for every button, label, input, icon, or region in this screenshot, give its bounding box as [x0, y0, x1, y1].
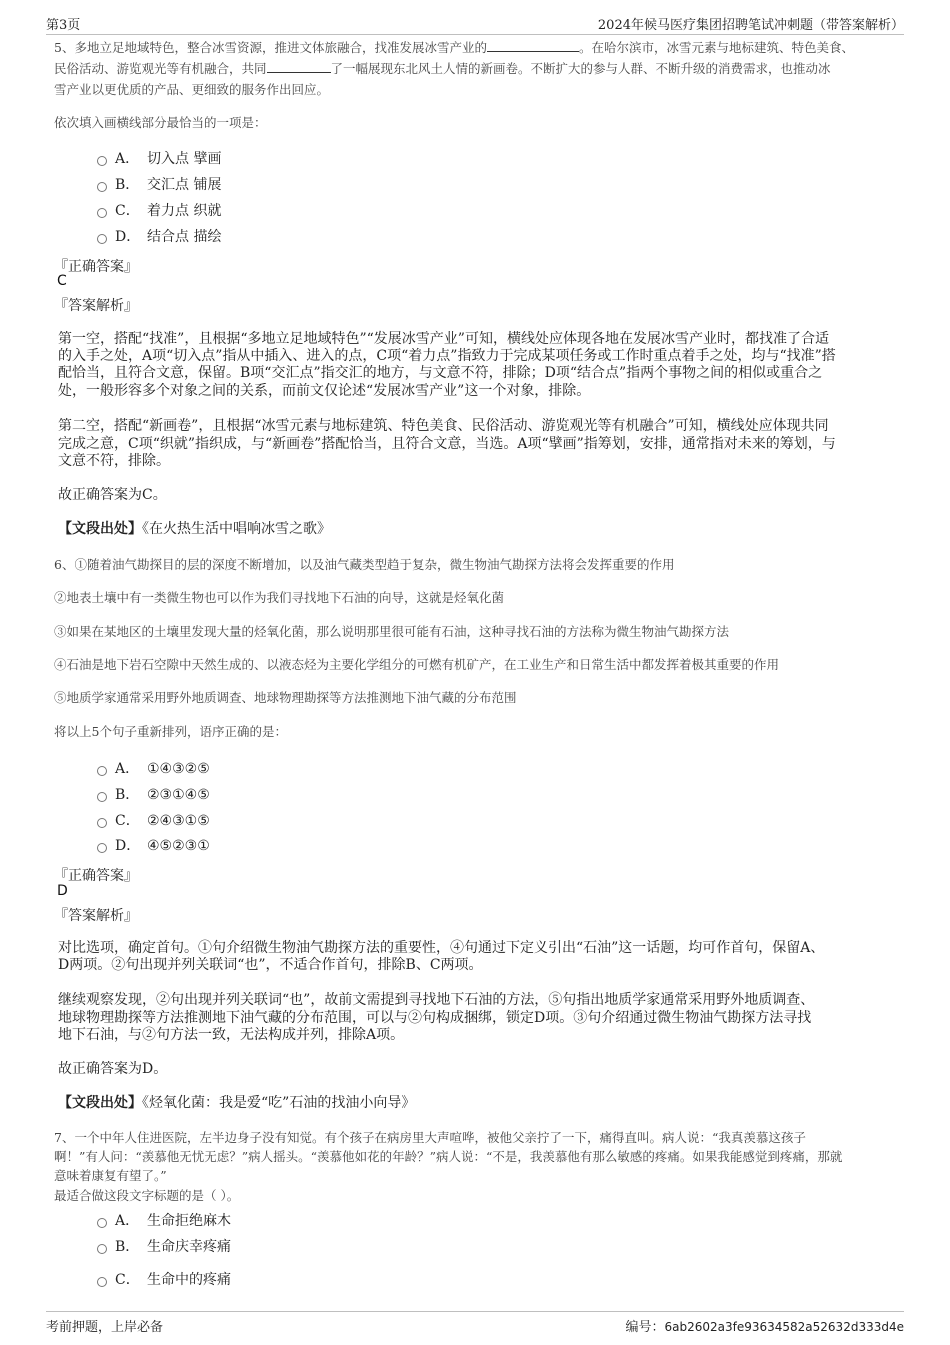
q6-analysis-label: 『答案解析』: [54, 908, 138, 924]
q5-analysis-line: 第二空，搭配“新画卷”，且根据“冰雪元素与地标建筑、特色美食、民俗活动、游览观光等有机融合”可知，横线处应体现共同: [58, 418, 829, 434]
radio-icon[interactable]: [97, 182, 107, 192]
q7-stem-line: 7、一个中年人住进医院，左半边身子没有知觉。有个孩子在病房里大声喧哗，被他父亲拧了一下，痛得直叫。病人说：“我真羡慕这孩子: [54, 1130, 806, 1145]
footer-slogan: 考前押题，上岸必备: [46, 1320, 164, 1335]
q6-option-b[interactable]: [97, 785, 210, 805]
radio-icon[interactable]: [97, 843, 107, 853]
q6-option-c[interactable]: [97, 811, 210, 831]
fill-blank-2: [267, 60, 331, 73]
page-footer: [46, 1311, 904, 1336]
q6-prompt: 将以上5个句子重新排列，语序正确的是：: [54, 724, 287, 739]
source-label: 【文段出处】: [58, 521, 142, 537]
q5-answer: C: [57, 273, 67, 289]
q5-analysis-line: 第一空，搭配“找准”，且根据“多地立足地域特色”“发展冰雪产业”可知，横线处应体现各地在发展冰雪产业时，都找准了合适: [58, 331, 829, 347]
q5-analysis-line: 处，一般形容多个对象之间的关系，而前文仅论述“发展冰雪产业”这一个对象，排除。: [58, 383, 591, 399]
q5-stem-line3: 雪产业以更优质的产品、更细致的服务作出回应。: [54, 82, 330, 97]
q5-source: [58, 521, 898, 539]
q5-prompt: 依次填入画横线部分最恰当的一项是：: [54, 115, 267, 130]
q7-option-c[interactable]: [97, 1270, 231, 1290]
option-text: 切入点 擘画: [147, 151, 222, 167]
page-number: 第3页: [46, 18, 81, 33]
q6-sentence: ④石油是地下岩石空隙中天然生成的、以液态烃为主要化学组分的可燃有机矿产，在工业生产和日常生活中都发挥着极其重要的作用: [54, 657, 780, 672]
q5-option-d[interactable]: [97, 227, 221, 247]
document-code: [625, 1316, 904, 1335]
option-letter: A．: [115, 151, 140, 167]
q6-analysis-line: 对比选项，确定首句。①句介绍微生物油气勘探方法的重要性，④句通过下定义引出“石油”这一话题，均可作首句，保留A、: [58, 940, 825, 956]
document-title: 2024年候马医疗集团招聘笔试冲刺题（带答案解析）: [597, 18, 904, 33]
q6-sentence: ②地表土壤中有一类微生物也可以作为我们寻找地下石油的向导，这就是烃氧化菌: [54, 590, 505, 605]
q5-text: 了一幅展现东北风土人情的新画卷。不断扩大的参与人群、不断升级的消费需求，也推动冰: [330, 61, 831, 76]
q5-analysis-line: 文意不符，排除。: [58, 453, 170, 469]
radio-icon[interactable]: [97, 1277, 107, 1287]
radio-icon[interactable]: [97, 792, 107, 802]
source-label: 【文段出处】: [58, 1095, 142, 1111]
q5-text: 民俗活动、游览观光等有机融合，共同: [54, 61, 267, 76]
q5-stem-line2: [54, 59, 831, 80]
radio-icon[interactable]: [97, 208, 107, 218]
q6-analysis-line: 地下石油，与②句方法一致，无法构成并列，排除A项。: [58, 1027, 405, 1043]
q6-correct-label: 『正确答案』: [54, 868, 138, 884]
option-text: 着力点 织就: [147, 203, 222, 219]
q5-conclusion: 故正确答案为C。: [58, 487, 167, 503]
option-text: ②③①④⑤: [147, 787, 210, 803]
option-text: 交汇点 铺展: [147, 177, 222, 193]
q6-sentence: ③如果在某地区的土壤里发现大量的烃氧化菌，那么说明那里很可能有石油，这种寻找石油的方法称为微生物油气勘探方法: [54, 624, 730, 639]
option-text: 结合点 描绘: [147, 229, 222, 245]
source-title: 《烃氧化菌：我是爱“吃”石油的找油小向导》: [142, 1095, 416, 1111]
q6-analysis-line: D两项。②句出现并列关联词“也”，不适合作首句，排除B、C两项。: [58, 957, 483, 973]
radio-icon[interactable]: [97, 234, 107, 244]
q7-option-b[interactable]: [97, 1237, 231, 1257]
q5-analysis-line: 完成之意，C项“织就”指织成，与“新画卷”搭配恰当，且符合文意，当选。A项“擘画”指筹划，安排，通常指对未来的筹划，与: [58, 436, 836, 452]
fill-blank-1: [487, 39, 579, 52]
page-header: [46, 12, 904, 35]
radio-icon[interactable]: [97, 156, 107, 166]
source-title: 《在火热生活中唱响冰雪之歌》: [142, 521, 331, 537]
radio-icon[interactable]: [97, 1244, 107, 1254]
q5-option-b[interactable]: [97, 175, 221, 195]
code-label: 编号：: [625, 1320, 665, 1335]
option-letter: A．: [115, 1213, 140, 1229]
q6-sentence: 6、①随着油气勘探目的层的深度不断增加，以及油气藏类型趋于复杂，微生物油气勘探方法将会发挥重要的作用: [54, 557, 675, 572]
q6-option-a[interactable]: [97, 759, 210, 779]
q7-stem-line: 意味着康复有望了。”: [54, 1168, 167, 1183]
radio-icon[interactable]: [97, 766, 107, 776]
option-letter: C．: [115, 813, 140, 829]
q5-analysis-line: 配恰当，且符合文意，保留。B项“交汇点”指交汇的地方，与文意不符，排除；D项“结合点”指两个事物之间的相似或重合之: [58, 365, 823, 381]
q6-sentence: ⑤地质学家通常采用野外地质调查、地球物理勘探等方法推测地下油气藏的分布范围: [54, 690, 517, 705]
option-text: ①④③②⑤: [147, 761, 210, 777]
option-letter: B．: [115, 787, 140, 803]
q7-option-a[interactable]: [97, 1211, 231, 1231]
option-text: ④⑤②③①: [147, 838, 210, 854]
q5-option-a[interactable]: [97, 149, 221, 169]
q5-stem-line1: [54, 38, 854, 59]
q6-conclusion: 故正确答案为D。: [58, 1061, 168, 1077]
option-letter: D．: [115, 229, 141, 245]
q5-correct-label: 『正确答案』: [54, 259, 138, 275]
q5-analysis-label: 『答案解析』: [54, 298, 138, 314]
q5-text: 5、多地立足地域特色，整合冰雪资源，推进文体旅融合，找准发展冰雪产业的: [54, 40, 487, 55]
q5-text: 。在哈尔滨市，冰雪元素与地标建筑、特色美食、: [578, 40, 854, 55]
option-text: 生命庆幸疼痛: [147, 1239, 231, 1255]
option-letter: A．: [115, 761, 140, 777]
code-value: 6ab2602a3fe93634582a52632d333d4e: [664, 1320, 904, 1334]
radio-icon[interactable]: [97, 1218, 107, 1228]
q6-answer: D: [57, 883, 68, 899]
option-letter: C．: [115, 203, 140, 219]
option-text: 生命中的疼痛: [147, 1272, 231, 1288]
q6-source: [58, 1095, 898, 1113]
option-text: ②④③①⑤: [147, 813, 210, 829]
option-letter: D．: [115, 838, 141, 854]
q5-analysis-line: 的入手之处，A项“切入点”指从中插入、进入的点，C项“着力点”指致力于完成某项任务或工作时重点着手之处，均与“找准”搭: [58, 348, 836, 364]
q6-analysis-line: 地球物理勘探等方法推测地下油气藏的分布范围，可以与②句构成捆绑，锁定D项。③句介绍通过微生物油气勘探方法寻找: [58, 1010, 812, 1026]
radio-icon[interactable]: [97, 818, 107, 828]
q6-option-d[interactable]: [97, 836, 210, 856]
option-text: 生命拒绝麻木: [147, 1213, 231, 1229]
q7-stem-line: 啊！”有人问：“羡慕他无忧无虑？”病人摇头。“羡慕他如花的年龄？”病人说：“不是，我羡慕他有那么敏感的疼痛。如果我能感觉到疼痛，那就: [54, 1149, 843, 1164]
q5-option-c[interactable]: [97, 201, 221, 221]
option-letter: B．: [115, 1239, 140, 1255]
option-letter: C．: [115, 1272, 140, 1288]
q7-prompt: 最适合做这段文字标题的是（ ）。: [54, 1188, 240, 1203]
q6-analysis-line: 继续观察发现，②句出现并列关联词“也”，故前文需提到寻找地下石油的方法，⑤句指出地质学家通常采用野外地质调查、: [58, 992, 815, 1008]
option-letter: B．: [115, 177, 140, 193]
